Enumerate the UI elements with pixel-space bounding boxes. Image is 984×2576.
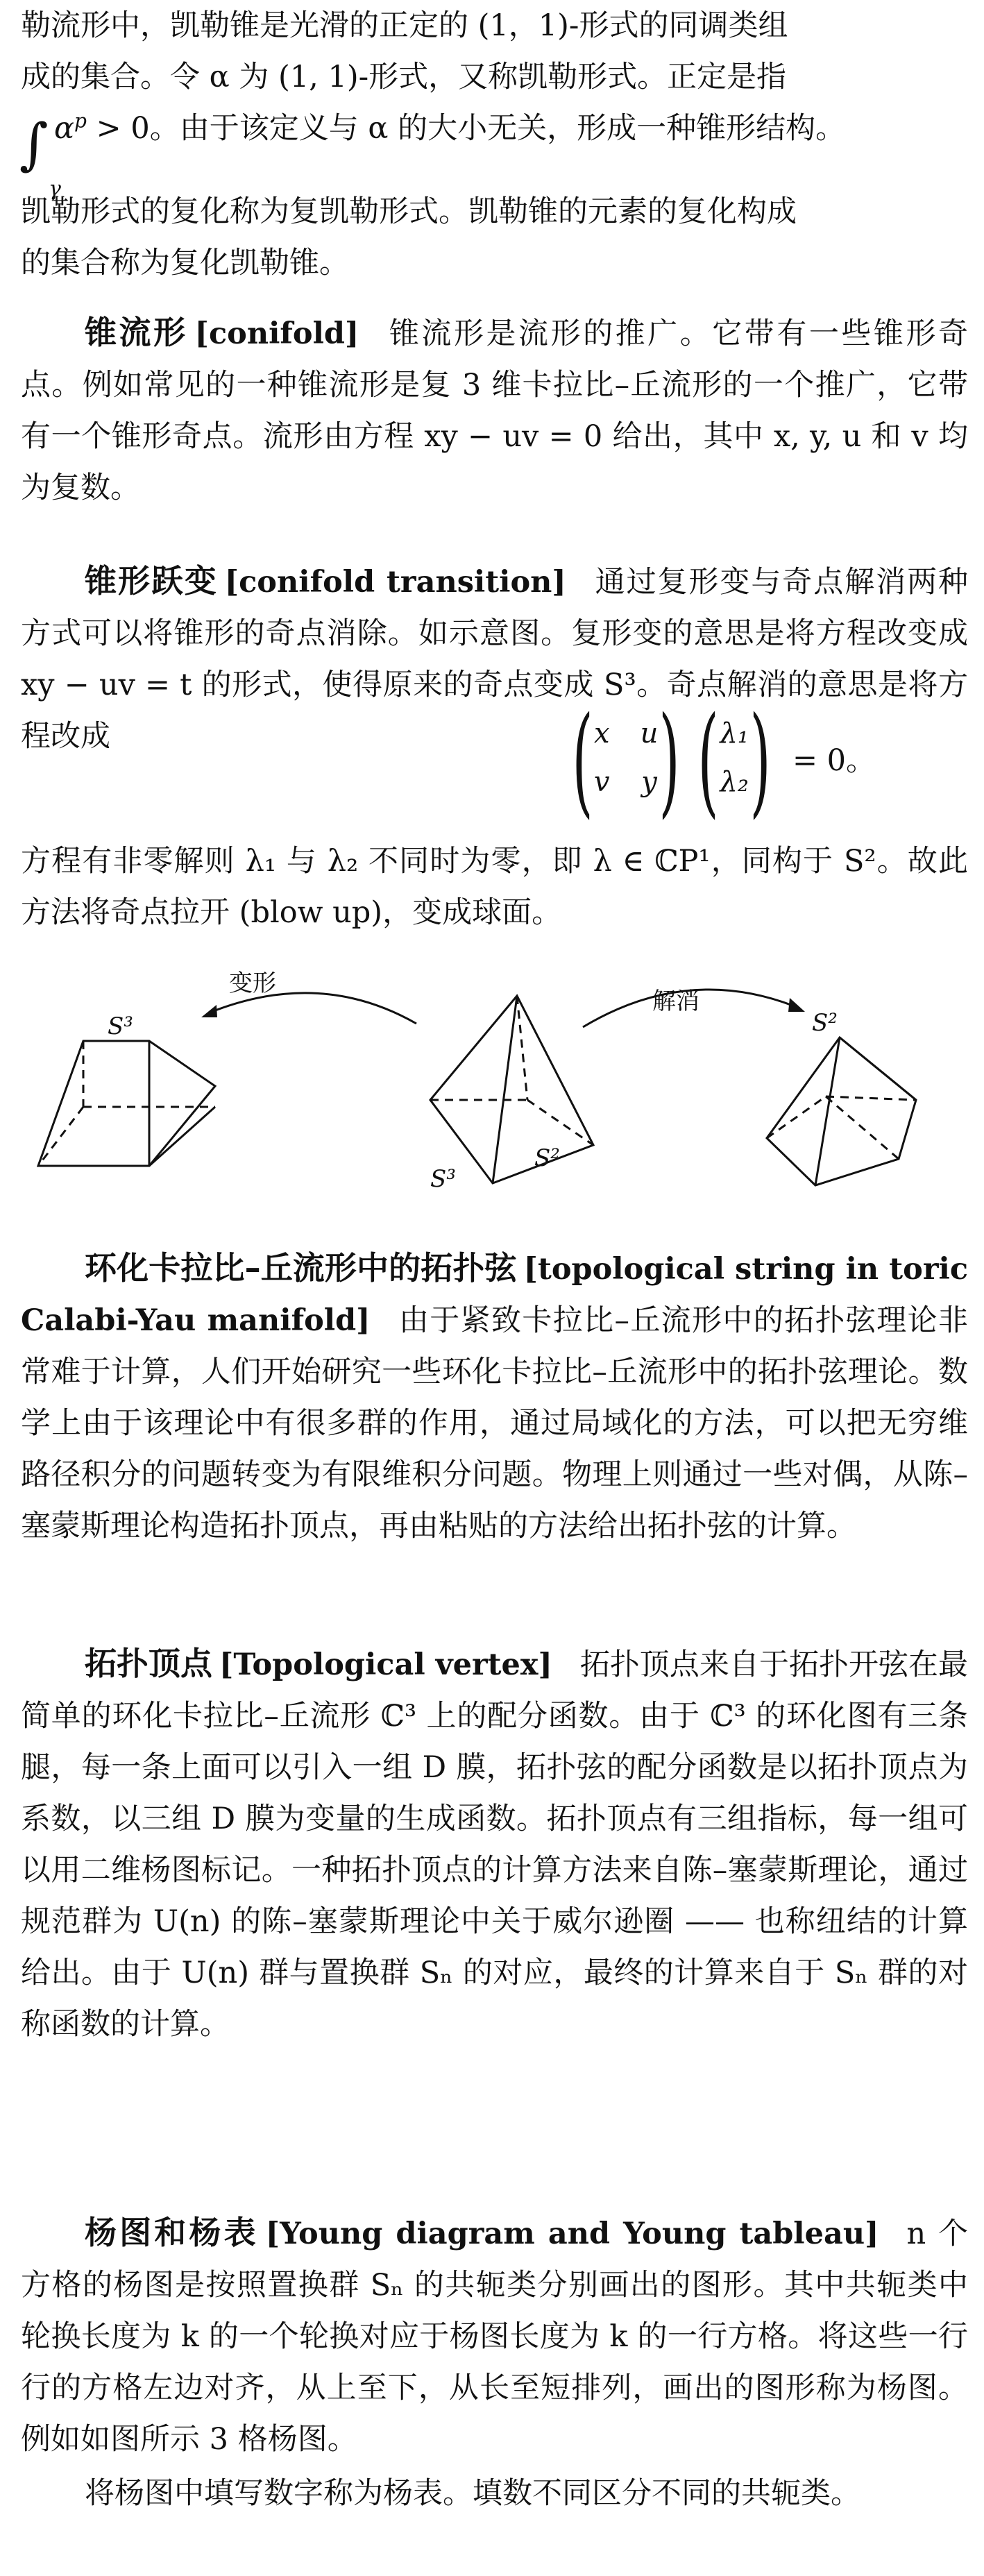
matrix-equation: ( x u v y ) ( λ₁ λ₂ ) = 0。 <box>572 690 876 830</box>
toric-term: 环化卡拉比–丘流形中的拓扑弦 <box>85 1249 517 1287</box>
toric-english: [topological string in toric Calabi-Yau manifold] <box>21 1252 968 1338</box>
transition-english: [conifold transition] <box>224 565 566 600</box>
conifold-entry <box>21 307 968 514</box>
deform-label: 变形 <box>229 969 276 997</box>
vertex-text: 拓扑顶点来自于拓扑开弦在最简单的环化卡拉比–丘流形 ℂ³ 上的配分函数。由于 ℂ³ 的环化图有三条腿，每一条上面可以引入一组 D 膜，拓扑弦的配分函数是以拓扑顶点为系数，以三组 D 膜为变量的生成函数。拓扑顶点有三组指标，每一组可以用二维杨图标记。一种拓扑顶点的计算方法来自陈–塞蒙斯理论，通过规范群为 U(n) 的陈–塞蒙斯理论中关于威尔逊圈 —— 也称纽结的计算给出。由于 U(n) 群与置换群 Sₙ 的对应，最终的计算来自于 Sₙ 群的对称函数的计算。 <box>21 1647 969 2042</box>
conifold-term: 锥流形 <box>85 314 188 351</box>
transition-text-2: 方程有非零解则 λ₁ 与 λ₂ 不同时为零，即 λ ∈ ℂP¹，同构于 S²。故此方法将奇点拉开 (blow up)，变成球面。 <box>21 844 968 930</box>
deformed-shape <box>38 1041 215 1166</box>
vertex-english: [Topological vertex] <box>219 1647 552 1682</box>
resolved-shape <box>767 1037 916 1185</box>
vertex-term: 拓扑顶点 <box>85 1645 213 1682</box>
conifold-english: [conifold] <box>194 316 359 351</box>
deform-arrowhead <box>201 1005 217 1017</box>
s3-label-bottom: S³ <box>430 1165 456 1193</box>
kahler-cone-line-3: $\alpha^p > 0$。由于该定义与 α 的大小无关，形成一种锥形结构。 <box>54 109 846 146</box>
vertex-entry <box>21 1638 968 2050</box>
coefficient-matrix: ( x u v y ) <box>572 690 680 830</box>
kahler-cone-line-2: 成的集合。令 α 为 (1, 1)-形式，又称凯勒形式。正定是指 <box>21 60 787 94</box>
toric-entry <box>21 1242 968 1552</box>
deform-arrow <box>208 993 416 1024</box>
transition-text-1: 通过复形变与奇点解消两种方式可以将锥形的奇点消除。如示意图。复形变的意思是将方程改变成 xy − uv = t 的形式，使得原来的奇点变成 S³。奇点解消的意思是将方程改成 <box>21 565 969 754</box>
kahler-cone-line-4: 凯勒形式的复化称为复凯勒形式。凯勒锥的元素的复化构成 <box>21 194 797 229</box>
young-text-2: 将杨图中填写数字称为杨表。填数不同区分不同的共轭类。 <box>85 2476 860 2511</box>
s3-label-left: S³ <box>108 1012 133 1040</box>
resolve-arrowhead <box>788 998 805 1012</box>
s2-label-right: S² <box>812 1009 838 1037</box>
conifold-transition-diagram <box>0 958 984 1194</box>
transition-term: 锥形跃变 <box>85 562 218 600</box>
kahler-cone-line-5: 的集合称为复化凯勒锥。 <box>21 246 349 280</box>
young-entry <box>21 2207 968 2465</box>
conifold-text: 锥流形是流形的推广。它带有一些锥形奇点。例如常见的一种锥流形是复 3 维卡拉比–丘流形的一个推广，它带有一个锥形奇点。流形由方程 xy − uv = 0 给出，其中 x, y, u 和 v 均为复数。 <box>21 316 968 505</box>
lambda-vector: ( λ₁ λ₂ ) <box>697 690 771 830</box>
resolve-label: 解消 <box>652 988 699 1015</box>
young-term: 杨图和杨表 <box>85 2214 259 2251</box>
young-english: [Young diagram and Young tableau] <box>265 2217 879 2251</box>
kahler-cone-line-1: 勒流形中，凯勒锥是光滑的正定的 (1，1)-形式的同调类组 <box>21 8 788 43</box>
integral-subscript: γ <box>49 177 61 201</box>
young-text: n 个方格的杨图是按照置换群 Sₙ 的共轭类分别画出的图形。其中共轭类中轮换长度为 k 的一个轮换对应于杨图长度为 k 的一行方格。将这些一行行的方格左边对齐，从上至下，从长至短排列，画出的图形称为杨图。例如如图所示 3 格杨图。 <box>21 2217 968 2457</box>
s2-label-middle: S² <box>534 1144 560 1172</box>
toric-text: 由于紧致卡拉比–丘流形中的拓扑弦理论非常难于计算，人们开始研究一些环化卡拉比–丘流形中的拓扑弦理论。数学上由于该理论中有很多群的作用，通过局域化的方法，可以把无穷维路径积分的问题转变为有限维积分问题。物理上则通过一些对偶，从陈–塞蒙斯理论构造拓扑顶点，再由粘贴的方法给出拓扑弦的计算。 <box>21 1303 968 1543</box>
integral-sign: ∫ <box>19 112 49 176</box>
conifold-pyramid <box>430 996 593 1183</box>
